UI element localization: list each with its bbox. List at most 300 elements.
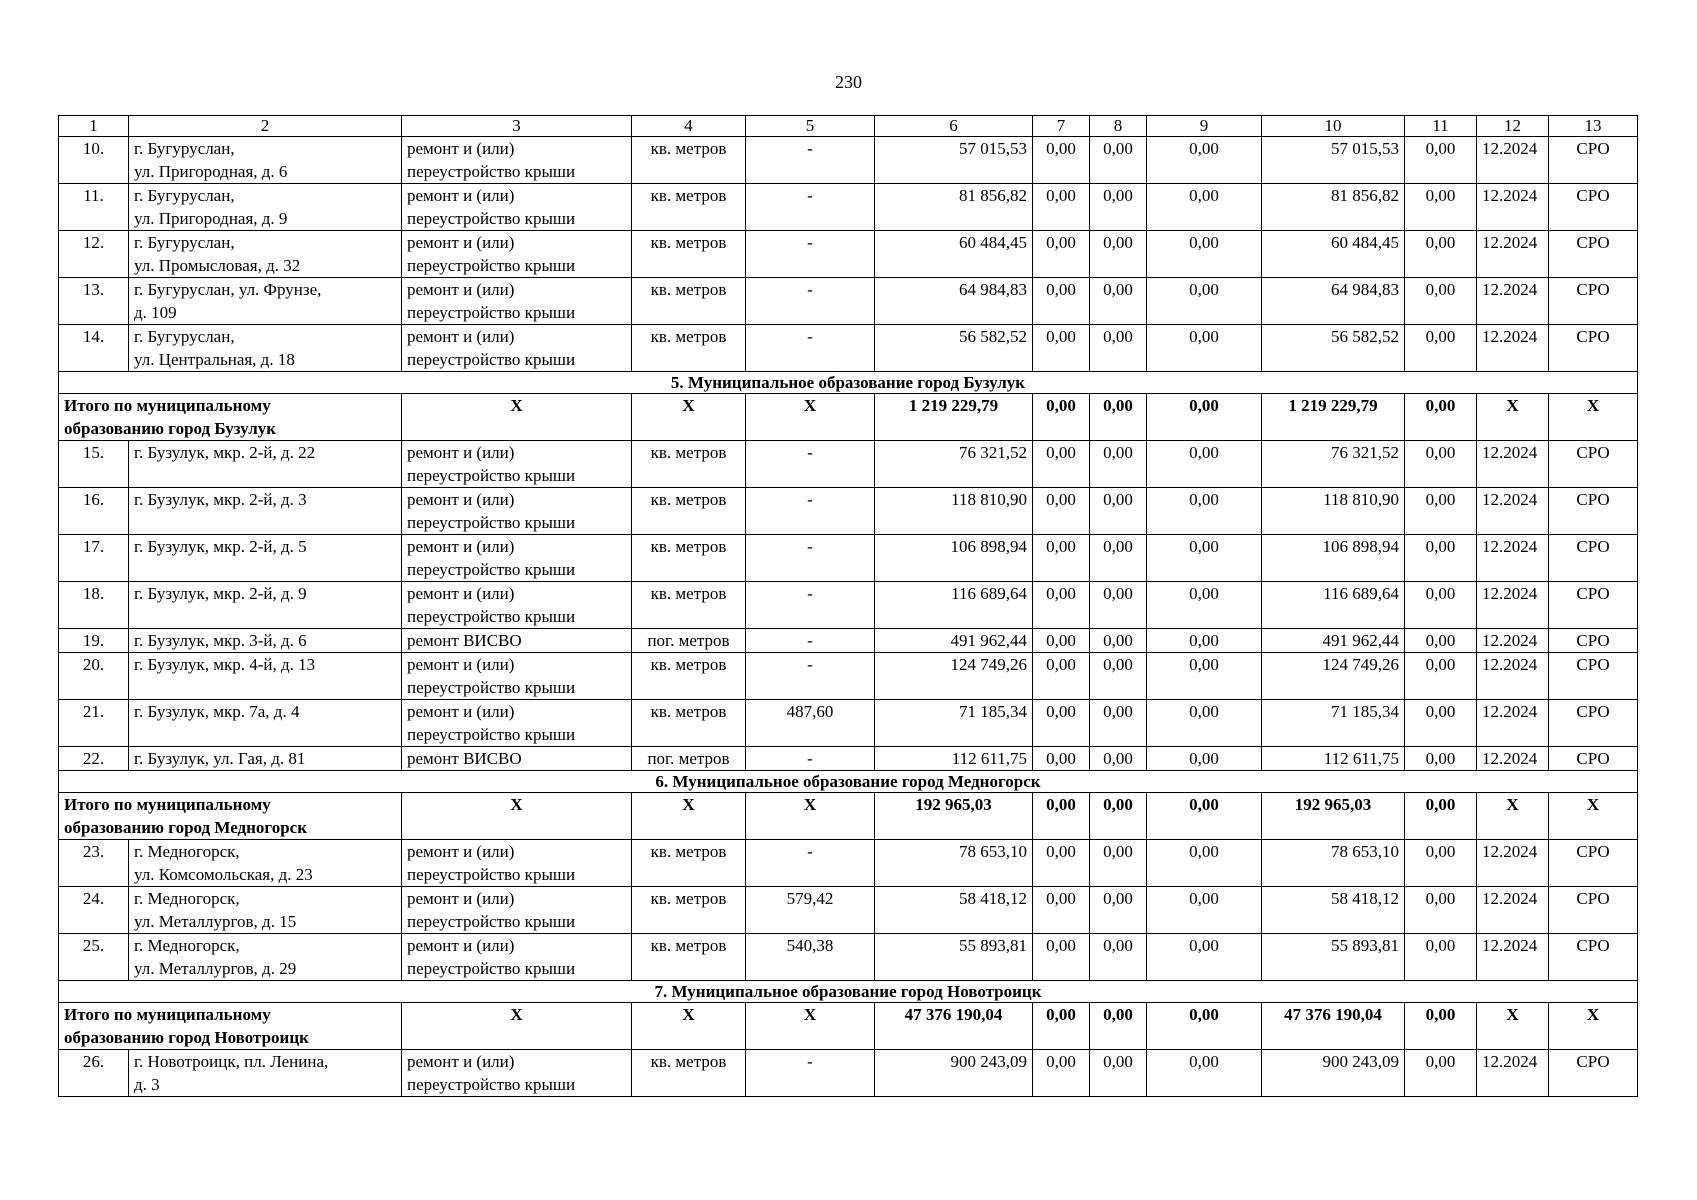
value-cell: СРО bbox=[1549, 840, 1638, 887]
value-cell: СРО bbox=[1549, 278, 1638, 325]
address-cell-line: д. 3 bbox=[134, 1075, 160, 1094]
table-row bbox=[59, 137, 1638, 184]
total-cell: X bbox=[632, 394, 746, 441]
table-row bbox=[59, 629, 1638, 653]
value-cell: 55 893,81 bbox=[875, 934, 1033, 981]
address-cell-line: г. Медногорск, bbox=[134, 842, 240, 861]
unit-cell: кв. метров bbox=[632, 700, 746, 747]
row-number: 20. bbox=[59, 653, 129, 700]
value-cell: СРО bbox=[1549, 535, 1638, 582]
unit-cell: кв. метров bbox=[632, 582, 746, 629]
value-cell: 0,00 bbox=[1090, 184, 1147, 231]
work-type-cell bbox=[402, 700, 632, 747]
value-cell: - bbox=[746, 231, 875, 278]
value-cell: 491 962,44 bbox=[1262, 629, 1405, 653]
value-cell: 0,00 bbox=[1147, 840, 1262, 887]
date-cell: 12.2024 bbox=[1477, 1050, 1549, 1097]
value-cell: 0,00 bbox=[1405, 137, 1477, 184]
total-label-line: Итого по муниципальному bbox=[64, 1005, 271, 1024]
value-cell: СРО bbox=[1549, 325, 1638, 372]
address-cell-line: г. Медногорск, bbox=[134, 889, 240, 908]
total-cell: X bbox=[632, 793, 746, 840]
address-cell bbox=[129, 582, 402, 629]
total-cell: X bbox=[1549, 394, 1638, 441]
value-cell: 0,00 bbox=[1090, 325, 1147, 372]
value-cell: СРО bbox=[1549, 488, 1638, 535]
total-cell: 0,00 bbox=[1405, 1003, 1477, 1050]
total-cell: 0,00 bbox=[1147, 394, 1262, 441]
date-cell: 12.2024 bbox=[1477, 934, 1549, 981]
work-type-cell bbox=[402, 629, 632, 653]
work-type-cell bbox=[402, 934, 632, 981]
work-type-cell-line: переустройство крыши bbox=[407, 209, 576, 228]
value-cell: 0,00 bbox=[1033, 582, 1090, 629]
work-type-cell-line: ремонт и (или) bbox=[407, 655, 515, 674]
value-cell: 118 810,90 bbox=[1262, 488, 1405, 535]
total-cell: X bbox=[402, 1003, 632, 1050]
column-header: 10 bbox=[1262, 116, 1405, 137]
table-row bbox=[59, 325, 1638, 372]
address-cell bbox=[129, 934, 402, 981]
value-cell: 0,00 bbox=[1090, 629, 1147, 653]
address-cell-line: ул. Пригородная, д. 6 bbox=[134, 162, 288, 181]
unit-cell: кв. метров bbox=[632, 231, 746, 278]
work-type-cell-line: ремонт и (или) bbox=[407, 537, 515, 556]
value-cell: 0,00 bbox=[1147, 653, 1262, 700]
date-cell: 12.2024 bbox=[1477, 535, 1549, 582]
address-cell-line: г. Бугуруслан, bbox=[134, 327, 235, 346]
value-cell: 0,00 bbox=[1090, 441, 1147, 488]
work-type-cell-line: ремонт и (или) bbox=[407, 889, 515, 908]
row-number: 19. bbox=[59, 629, 129, 653]
value-cell: 0,00 bbox=[1405, 441, 1477, 488]
row-number: 23. bbox=[59, 840, 129, 887]
column-header: 3 bbox=[402, 116, 632, 137]
value-cell: 900 243,09 bbox=[875, 1050, 1033, 1097]
value-cell: 58 418,12 bbox=[875, 887, 1033, 934]
total-cell: X bbox=[1549, 793, 1638, 840]
address-cell-line: ул. Центральная, д. 18 bbox=[134, 350, 295, 369]
work-type-cell-line: переустройство крыши bbox=[407, 1075, 576, 1094]
total-cell: X bbox=[746, 793, 875, 840]
value-cell: - bbox=[746, 535, 875, 582]
value-cell: 0,00 bbox=[1405, 535, 1477, 582]
work-type-cell-line: переустройство крыши bbox=[407, 560, 576, 579]
value-cell: 0,00 bbox=[1405, 325, 1477, 372]
work-type-cell-line: ремонт ВИСВО bbox=[407, 631, 522, 650]
repair-schedule-table bbox=[58, 115, 1638, 1097]
value-cell: 112 611,75 bbox=[875, 747, 1033, 771]
work-type-cell-line: переустройство крыши bbox=[407, 303, 576, 322]
value-cell: 0,00 bbox=[1090, 535, 1147, 582]
row-number: 24. bbox=[59, 887, 129, 934]
work-type-cell-line: ремонт и (или) bbox=[407, 702, 515, 721]
value-cell: 0,00 bbox=[1090, 887, 1147, 934]
work-type-cell bbox=[402, 840, 632, 887]
value-cell: 0,00 bbox=[1147, 887, 1262, 934]
total-label bbox=[59, 394, 402, 441]
total-cell: 0,00 bbox=[1147, 793, 1262, 840]
section-title: 5. Муниципальное образование город Бузулук bbox=[59, 372, 1638, 394]
value-cell: - bbox=[746, 1050, 875, 1097]
value-cell: 540,38 bbox=[746, 934, 875, 981]
value-cell: 0,00 bbox=[1033, 535, 1090, 582]
value-cell: 0,00 bbox=[1147, 137, 1262, 184]
value-cell: 0,00 bbox=[1405, 629, 1477, 653]
value-cell: 116 689,64 bbox=[1262, 582, 1405, 629]
column-header: 6 bbox=[875, 116, 1033, 137]
table-row bbox=[59, 1050, 1638, 1097]
value-cell: 112 611,75 bbox=[1262, 747, 1405, 771]
address-cell-line: д. 109 bbox=[134, 303, 177, 322]
unit-cell: кв. метров bbox=[632, 934, 746, 981]
table-row bbox=[59, 488, 1638, 535]
value-cell: СРО bbox=[1549, 441, 1638, 488]
work-type-cell-line: переустройство крыши bbox=[407, 678, 576, 697]
date-cell: 12.2024 bbox=[1477, 653, 1549, 700]
unit-cell: кв. метров bbox=[632, 278, 746, 325]
table-row bbox=[59, 653, 1638, 700]
total-cell: 0,00 bbox=[1090, 793, 1147, 840]
value-cell: СРО bbox=[1549, 747, 1638, 771]
value-cell: 0,00 bbox=[1405, 582, 1477, 629]
value-cell: 0,00 bbox=[1033, 441, 1090, 488]
total-row bbox=[59, 1003, 1638, 1050]
column-header: 13 bbox=[1549, 116, 1638, 137]
row-number: 16. bbox=[59, 488, 129, 535]
total-label-line: образованию город Медногорск bbox=[64, 818, 308, 837]
total-cell: 47 376 190,04 bbox=[1262, 1003, 1405, 1050]
total-label-line: образованию город Бузулук bbox=[64, 419, 277, 438]
value-cell: 0,00 bbox=[1405, 488, 1477, 535]
address-cell bbox=[129, 700, 402, 747]
unit-cell: пог. метров bbox=[632, 747, 746, 771]
date-cell: 12.2024 bbox=[1477, 747, 1549, 771]
address-cell-line: г. Бузулук, ул. Гая, д. 81 bbox=[134, 749, 306, 768]
date-cell: 12.2024 bbox=[1477, 325, 1549, 372]
value-cell: СРО bbox=[1549, 887, 1638, 934]
work-type-cell-line: ремонт и (или) bbox=[407, 139, 515, 158]
work-type-cell bbox=[402, 582, 632, 629]
value-cell: СРО bbox=[1549, 700, 1638, 747]
row-number: 18. bbox=[59, 582, 129, 629]
value-cell: СРО bbox=[1549, 934, 1638, 981]
total-cell: 47 376 190,04 bbox=[875, 1003, 1033, 1050]
work-type-cell-line: ремонт и (или) bbox=[407, 842, 515, 861]
work-type-cell-line: переустройство крыши bbox=[407, 607, 576, 626]
total-cell: X bbox=[1477, 1003, 1549, 1050]
total-cell: 0,00 bbox=[1147, 1003, 1262, 1050]
date-cell: 12.2024 bbox=[1477, 629, 1549, 653]
date-cell: 12.2024 bbox=[1477, 840, 1549, 887]
work-type-cell bbox=[402, 278, 632, 325]
value-cell: 56 582,52 bbox=[1262, 325, 1405, 372]
unit-cell: кв. метров bbox=[632, 653, 746, 700]
value-cell: 76 321,52 bbox=[875, 441, 1033, 488]
value-cell: 106 898,94 bbox=[875, 535, 1033, 582]
value-cell: 60 484,45 bbox=[1262, 231, 1405, 278]
work-type-cell-line: переустройство крыши bbox=[407, 865, 576, 884]
value-cell: 0,00 bbox=[1033, 137, 1090, 184]
address-cell bbox=[129, 231, 402, 278]
column-header: 5 bbox=[746, 116, 875, 137]
total-cell: 0,00 bbox=[1405, 394, 1477, 441]
row-number: 17. bbox=[59, 535, 129, 582]
value-cell: 81 856,82 bbox=[875, 184, 1033, 231]
work-type-cell bbox=[402, 325, 632, 372]
address-cell-line: г. Бугуруслан, bbox=[134, 139, 235, 158]
address-cell bbox=[129, 137, 402, 184]
address-cell bbox=[129, 653, 402, 700]
address-cell-line: г. Бузулук, мкр. 2-й, д. 22 bbox=[134, 443, 316, 462]
value-cell: 491 962,44 bbox=[875, 629, 1033, 653]
address-cell-line: г. Бузулук, мкр. 4-й, д. 13 bbox=[134, 655, 316, 674]
value-cell: 487,60 bbox=[746, 700, 875, 747]
total-cell: 0,00 bbox=[1033, 793, 1090, 840]
address-cell-line: г. Бузулук, мкр. 7а, д. 4 bbox=[134, 702, 300, 721]
date-cell: 12.2024 bbox=[1477, 488, 1549, 535]
value-cell: 579,42 bbox=[746, 887, 875, 934]
value-cell: 55 893,81 bbox=[1262, 934, 1405, 981]
value-cell: 0,00 bbox=[1033, 887, 1090, 934]
value-cell: СРО bbox=[1549, 629, 1638, 653]
row-number: 14. bbox=[59, 325, 129, 372]
value-cell: 0,00 bbox=[1147, 629, 1262, 653]
value-cell: - bbox=[746, 582, 875, 629]
value-cell: 118 810,90 bbox=[875, 488, 1033, 535]
value-cell: 0,00 bbox=[1090, 840, 1147, 887]
total-cell: X bbox=[402, 793, 632, 840]
value-cell: 0,00 bbox=[1405, 184, 1477, 231]
value-cell: СРО bbox=[1549, 582, 1638, 629]
row-number: 22. bbox=[59, 747, 129, 771]
work-type-cell bbox=[402, 137, 632, 184]
total-cell: 192 965,03 bbox=[875, 793, 1033, 840]
address-cell-line: г. Бугуруслан, ул. Фрунзе, bbox=[134, 280, 322, 299]
value-cell: СРО bbox=[1549, 1050, 1638, 1097]
address-cell bbox=[129, 629, 402, 653]
work-type-cell-line: переустройство крыши bbox=[407, 959, 576, 978]
address-cell-line: г. Бузулук, мкр. 2-й, д. 9 bbox=[134, 584, 307, 603]
column-header: 2 bbox=[129, 116, 402, 137]
table-row bbox=[59, 747, 1638, 771]
value-cell: 64 984,83 bbox=[875, 278, 1033, 325]
value-cell: 0,00 bbox=[1405, 887, 1477, 934]
address-cell bbox=[129, 488, 402, 535]
work-type-cell-line: ремонт ВИСВО bbox=[407, 749, 522, 768]
address-cell-line: г. Бузулук, мкр. 2-й, д. 5 bbox=[134, 537, 307, 556]
unit-cell: кв. метров bbox=[632, 887, 746, 934]
work-type-cell bbox=[402, 231, 632, 278]
value-cell: - bbox=[746, 441, 875, 488]
date-cell: 12.2024 bbox=[1477, 231, 1549, 278]
value-cell: 0,00 bbox=[1147, 747, 1262, 771]
column-header: 12 bbox=[1477, 116, 1549, 137]
column-header: 7 bbox=[1033, 116, 1090, 137]
value-cell: 0,00 bbox=[1033, 1050, 1090, 1097]
value-cell: 0,00 bbox=[1090, 1050, 1147, 1097]
value-cell: 60 484,45 bbox=[875, 231, 1033, 278]
value-cell: - bbox=[746, 137, 875, 184]
value-cell: СРО bbox=[1549, 231, 1638, 278]
row-number: 26. bbox=[59, 1050, 129, 1097]
work-type-cell bbox=[402, 441, 632, 488]
value-cell: 76 321,52 bbox=[1262, 441, 1405, 488]
total-cell: X bbox=[1549, 1003, 1638, 1050]
value-cell: 0,00 bbox=[1033, 653, 1090, 700]
row-number: 11. bbox=[59, 184, 129, 231]
column-header: 4 bbox=[632, 116, 746, 137]
value-cell: 0,00 bbox=[1033, 747, 1090, 771]
work-type-cell bbox=[402, 535, 632, 582]
row-number: 10. bbox=[59, 137, 129, 184]
address-cell bbox=[129, 840, 402, 887]
table-row bbox=[59, 278, 1638, 325]
value-cell: 0,00 bbox=[1033, 840, 1090, 887]
unit-cell: кв. метров bbox=[632, 488, 746, 535]
value-cell: 71 185,34 bbox=[1262, 700, 1405, 747]
date-cell: 12.2024 bbox=[1477, 582, 1549, 629]
address-cell bbox=[129, 1050, 402, 1097]
table-row bbox=[59, 441, 1638, 488]
total-label-line: Итого по муниципальному bbox=[64, 795, 271, 814]
value-cell: 71 185,34 bbox=[875, 700, 1033, 747]
value-cell: 0,00 bbox=[1147, 488, 1262, 535]
value-cell: 0,00 bbox=[1405, 278, 1477, 325]
date-cell: 12.2024 bbox=[1477, 441, 1549, 488]
total-label-line: образованию город Новотроицк bbox=[64, 1028, 309, 1047]
value-cell: 106 898,94 bbox=[1262, 535, 1405, 582]
section-row bbox=[59, 771, 1638, 793]
date-cell: 12.2024 bbox=[1477, 278, 1549, 325]
value-cell: 81 856,82 bbox=[1262, 184, 1405, 231]
column-header: 9 bbox=[1147, 116, 1262, 137]
column-header: 1 bbox=[59, 116, 129, 137]
value-cell: 0,00 bbox=[1033, 700, 1090, 747]
work-type-cell-line: переустройство крыши bbox=[407, 466, 576, 485]
value-cell: 0,00 bbox=[1147, 325, 1262, 372]
total-cell: 192 965,03 bbox=[1262, 793, 1405, 840]
value-cell: 0,00 bbox=[1033, 278, 1090, 325]
unit-cell: кв. метров bbox=[632, 441, 746, 488]
work-type-cell-line: ремонт и (или) bbox=[407, 327, 515, 346]
unit-cell: кв. метров bbox=[632, 184, 746, 231]
value-cell: 57 015,53 bbox=[1262, 137, 1405, 184]
value-cell: 0,00 bbox=[1147, 582, 1262, 629]
work-type-cell bbox=[402, 887, 632, 934]
value-cell: 0,00 bbox=[1033, 934, 1090, 981]
total-cell: 1 219 229,79 bbox=[1262, 394, 1405, 441]
value-cell: 0,00 bbox=[1090, 278, 1147, 325]
unit-cell: кв. метров bbox=[632, 840, 746, 887]
table-row bbox=[59, 582, 1638, 629]
value-cell: 0,00 bbox=[1405, 840, 1477, 887]
table-row bbox=[59, 934, 1638, 981]
table-row bbox=[59, 840, 1638, 887]
unit-cell: кв. метров bbox=[632, 1050, 746, 1097]
table-body bbox=[59, 116, 1638, 1097]
date-cell: 12.2024 bbox=[1477, 137, 1549, 184]
value-cell: 78 653,10 bbox=[1262, 840, 1405, 887]
total-label bbox=[59, 1003, 402, 1050]
value-cell: 124 749,26 bbox=[875, 653, 1033, 700]
address-cell-line: г. Бугуруслан, bbox=[134, 186, 235, 205]
section-title: 7. Муниципальное образование город Новотроицк bbox=[59, 981, 1638, 1003]
value-cell: 0,00 bbox=[1147, 231, 1262, 278]
total-cell: 0,00 bbox=[1033, 394, 1090, 441]
value-cell: 0,00 bbox=[1033, 629, 1090, 653]
date-cell: 12.2024 bbox=[1477, 700, 1549, 747]
total-cell: X bbox=[402, 394, 632, 441]
value-cell: 0,00 bbox=[1147, 700, 1262, 747]
column-header: 11 bbox=[1405, 116, 1477, 137]
work-type-cell-line: ремонт и (или) bbox=[407, 233, 515, 252]
total-cell: X bbox=[746, 1003, 875, 1050]
value-cell: - bbox=[746, 184, 875, 231]
address-cell-line: ул. Промысловая, д. 32 bbox=[134, 256, 301, 275]
table-row bbox=[59, 231, 1638, 278]
value-cell: 57 015,53 bbox=[875, 137, 1033, 184]
total-cell: 0,00 bbox=[1405, 793, 1477, 840]
value-cell: 0,00 bbox=[1405, 653, 1477, 700]
value-cell: 900 243,09 bbox=[1262, 1050, 1405, 1097]
value-cell: 58 418,12 bbox=[1262, 887, 1405, 934]
address-cell bbox=[129, 747, 402, 771]
value-cell: - bbox=[746, 629, 875, 653]
address-cell-line: ул. Пригородная, д. 9 bbox=[134, 209, 288, 228]
value-cell: 0,00 bbox=[1147, 441, 1262, 488]
work-type-cell-line: переустройство крыши bbox=[407, 256, 576, 275]
value-cell: 0,00 bbox=[1405, 231, 1477, 278]
row-number: 12. bbox=[59, 231, 129, 278]
value-cell: 0,00 bbox=[1033, 325, 1090, 372]
total-cell: X bbox=[746, 394, 875, 441]
value-cell: СРО bbox=[1549, 137, 1638, 184]
value-cell: - bbox=[746, 653, 875, 700]
value-cell: 56 582,52 bbox=[875, 325, 1033, 372]
total-cell: X bbox=[1477, 793, 1549, 840]
work-type-cell-line: ремонт и (или) bbox=[407, 490, 515, 509]
row-number: 13. bbox=[59, 278, 129, 325]
work-type-cell bbox=[402, 653, 632, 700]
total-cell: 1 219 229,79 bbox=[875, 394, 1033, 441]
address-cell bbox=[129, 535, 402, 582]
work-type-cell-line: ремонт и (или) bbox=[407, 1052, 515, 1071]
work-type-cell bbox=[402, 1050, 632, 1097]
work-type-cell-line: ремонт и (или) bbox=[407, 443, 515, 462]
total-cell: X bbox=[632, 1003, 746, 1050]
value-cell: 0,00 bbox=[1090, 747, 1147, 771]
value-cell: 0,00 bbox=[1147, 535, 1262, 582]
table-row bbox=[59, 184, 1638, 231]
address-cell-line: ул. Металлургов, д. 29 bbox=[134, 959, 297, 978]
address-cell bbox=[129, 278, 402, 325]
date-cell: 12.2024 bbox=[1477, 887, 1549, 934]
page-number: 230 bbox=[835, 72, 862, 92]
address-cell bbox=[129, 325, 402, 372]
unit-cell: кв. метров bbox=[632, 137, 746, 184]
work-type-cell-line: ремонт и (или) bbox=[407, 936, 515, 955]
row-number: 25. bbox=[59, 934, 129, 981]
value-cell: - bbox=[746, 747, 875, 771]
work-type-cell-line: переустройство крыши bbox=[407, 350, 576, 369]
section-row bbox=[59, 372, 1638, 394]
value-cell: СРО bbox=[1549, 184, 1638, 231]
value-cell: 0,00 bbox=[1147, 278, 1262, 325]
value-cell: 0,00 bbox=[1033, 231, 1090, 278]
value-cell: - bbox=[746, 325, 875, 372]
address-cell bbox=[129, 184, 402, 231]
